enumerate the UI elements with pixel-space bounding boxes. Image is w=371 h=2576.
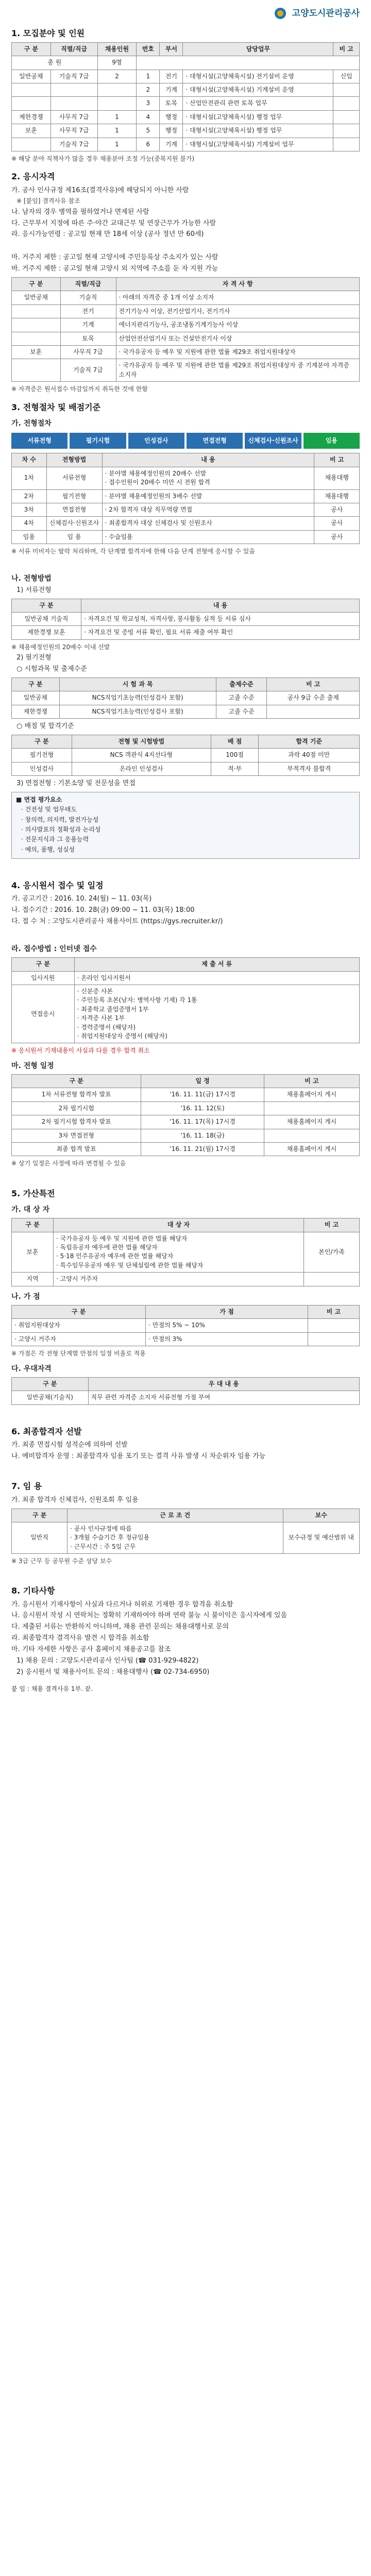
doc-screen-table bbox=[11, 599, 360, 640]
col-header: 보수 bbox=[283, 1509, 360, 1522]
sub-title: 라. 접수방법 : 인터넷 접수 bbox=[11, 944, 97, 953]
table-row: 3차 면접전형 · 2차 합격자 대상 직무역량 면접 공사 bbox=[12, 503, 360, 516]
col-header: 내 용 bbox=[81, 599, 360, 612]
table-row: 인성검사 온라인 인성검사 적·부 부적격자 불합격 bbox=[12, 762, 360, 775]
col-header: 전형방법 bbox=[46, 453, 102, 467]
schedule-line: 가. 공고기간 : 2016. 10. 24(월) ~ 11. 03(목) bbox=[11, 895, 152, 903]
col-header: 번호 bbox=[137, 42, 160, 56]
sub-title: 다. 우대자격 bbox=[11, 1364, 52, 1373]
table-row: 1차 서류전형 합격자 발표 '16. 11. 11(금) 17시경 채용홈페이지 게시 bbox=[12, 1088, 360, 1101]
col-header: 부서 bbox=[160, 42, 183, 56]
table-row: 필기전형 NCS 객관식 4지선다형 100점 과락 40점 미만 bbox=[12, 749, 360, 762]
footnote: ※ 해당 분야 직책자가 많을 경우 채용분야 조정 가능(중복지원 불가) bbox=[11, 155, 195, 162]
col-header: 출제수준 bbox=[216, 677, 267, 691]
exam-score-table bbox=[11, 735, 360, 776]
table-row: · 취업지원대상자 · 만점의 5% ~ 10% bbox=[12, 1319, 360, 1332]
table-row: 최종 합격 발표 '16. 11. 21(월) 17시경 채용홈페이지 게시 bbox=[12, 1143, 360, 1156]
text-line: 다. 제출된 서류는 반환하지 아니하며, 채용 관련 문의는 채용대행사로 문의 bbox=[11, 1623, 229, 1631]
col-header: 자 격 사 항 bbox=[116, 277, 360, 291]
table-row: 보훈 사무직 7급 1 5 행정 · 대형시설(고양체육시설) 행정 업무 bbox=[12, 124, 360, 138]
table-row: 제한경쟁 사무직 7급 1 4 행정 · 대형시설(고양체육시설) 행정 업무 bbox=[12, 110, 360, 124]
table-row: 1차 서류전형 · 분야별 채용예정인원의 20배수 선발 · 접수인원이 20배수 미만 시 전원 합격 채용대행 bbox=[12, 467, 360, 489]
section-title: 4. 응시원서 접수 및 일정 bbox=[11, 880, 104, 891]
schedule-table bbox=[11, 1074, 360, 1156]
flow-step: 면접전형 bbox=[187, 433, 243, 449]
sub-title: 나. 전형방법 bbox=[11, 574, 52, 583]
box-title: ■ 면접 평가요소 bbox=[16, 795, 62, 803]
list-item: · 예의, 품행, 성실성 bbox=[21, 845, 75, 853]
text-line: 마. 기타 자세한 사항은 공사 홈페이지 채용공고를 참조 bbox=[11, 1646, 171, 1654]
col-header: 구 분 bbox=[12, 735, 72, 748]
col-header: 구 분 bbox=[12, 277, 61, 291]
table-row: 일반공채 기술직 7급 2 1 전기 · 대형시설(고양체육시설) 전기설비 운영 신입 bbox=[12, 70, 360, 83]
sub-heading: 2) 필기전형 bbox=[16, 654, 52, 662]
sub-title: 가. 전형절차 bbox=[11, 419, 52, 428]
col-header: 직렬/직급 bbox=[60, 277, 116, 291]
table-row: 일반직 · 공사 인사규정에 따름 · 3개월 수습기간 후 정규임용 · 근무시간 : 주 5일 근무 보수규정 및 예산범위 내 bbox=[12, 1522, 360, 1553]
sub-heading: ○ 시험과목 및 출제수준 bbox=[16, 665, 87, 673]
section-title: 5. 가산특전 bbox=[11, 1188, 55, 1198]
col-header: 구 분 bbox=[12, 1218, 54, 1232]
col-header: 구 분 bbox=[12, 1075, 141, 1088]
footnote: ※ 자격증은 원서접수 마감일까지 취득한 것에 한함 bbox=[11, 385, 148, 393]
table-row: 기계 에너지관리기능사, 공조냉동기계기능사 이상 bbox=[12, 318, 360, 332]
table-row: 제한경쟁 NCS직업기초능력(인성검사 포함) 고졸 수준 bbox=[12, 705, 360, 718]
table-row: 입사지원 · 온라인 입사지원서 bbox=[12, 971, 360, 985]
qual-line: 마. 거주지 제한 : 공고일 현재 고양시에 주민등록상 주소지가 있는 사람 bbox=[11, 253, 218, 262]
list-item: · 의사발표의 정확성과 논리성 bbox=[21, 826, 101, 834]
footnote: ※ 가점은 각 전형 단계별 만점의 일정 비율로 적용 bbox=[11, 1350, 146, 1358]
table-row: 제한경쟁 보훈 · 자격요건 및 증빙 서류 확인, 필요 서류 제출 여부 확인 bbox=[12, 626, 360, 639]
exam-subject-table bbox=[11, 677, 360, 719]
table-row: 2 기계 · 대형시설(고양체육시설) 기계설비 운영 bbox=[12, 83, 360, 97]
sub-heading: 1) 서류전형 bbox=[16, 586, 52, 594]
docs-table bbox=[11, 957, 360, 1043]
schedule-line: 다. 접 수 처 : 고양도시관리공사 채용사이트 (https://gys.recruiter.kr/) bbox=[11, 918, 223, 926]
footnote: ※ 서류 미비자는 탈락 처리하며, 각 단계별 합격자에 한해 다음 단계 전형에 응시할 수 있음 bbox=[11, 548, 255, 555]
flow-step: 신체검사·신원조사 bbox=[245, 433, 301, 449]
col-header: 구 분 bbox=[12, 42, 51, 56]
list-item: · 전문지식과 그 응용능력 bbox=[21, 836, 89, 843]
qual-line: 가. 공사 인사규정 제16조(결격사유)에 해당되지 아니한 사람 bbox=[11, 186, 189, 194]
col-header: 전형 및 시험방법 bbox=[72, 735, 211, 748]
table-row: 2차 필기시험 '16. 11. 12(토) bbox=[12, 1101, 360, 1115]
col-header: 비 고 bbox=[314, 453, 360, 467]
sub-heading: 3) 면접전형 : 기본소양 및 전문성을 면접 bbox=[16, 779, 136, 788]
col-header: 비 고 bbox=[333, 42, 360, 56]
section-title: 7. 임 용 bbox=[11, 1481, 42, 1492]
table-row: 3 토목 · 산업안전관리 관련 토목 업무 bbox=[12, 97, 360, 110]
col-header: 비 고 bbox=[264, 1075, 359, 1088]
text-line: 나. 응시원서 작성 시 연락처는 정확히 기재하여야 하며 연락 불능 시 불이익은 응시자에게 있음 bbox=[11, 1612, 288, 1620]
table-row: 임용 임 용 · 수습임용 공사 bbox=[12, 530, 360, 544]
col-header: 구 분 bbox=[12, 1377, 89, 1391]
qual-line: 라. 응시가능연령 : 공고일 현재 만 18세 이상 (공사 정년 만 60세) bbox=[11, 230, 204, 239]
col-header: 대 상 자 bbox=[54, 1218, 304, 1232]
process-table bbox=[11, 453, 360, 544]
section-title: 8. 기타사항 bbox=[11, 1586, 55, 1596]
process-flow bbox=[11, 433, 360, 449]
col-header: 채용인원 bbox=[97, 42, 137, 56]
preference-table bbox=[11, 1377, 360, 1405]
col-header: 구 분 bbox=[12, 677, 60, 691]
col-header: 근 로 조 건 bbox=[68, 1509, 283, 1522]
col-header: 시 험 과 목 bbox=[59, 677, 216, 691]
schedule-line: 나. 접수기간 : 2016. 10. 28(금) 09:00 ~ 11. 03(목) 18:00 bbox=[11, 906, 195, 914]
list-item: · 건전성 및 업무태도 bbox=[21, 806, 77, 814]
section-title: 2. 응시자격 bbox=[11, 172, 55, 182]
interview-box bbox=[11, 792, 360, 859]
footnote: ※ 채용예정인원의 20배수 이내 선발 bbox=[11, 643, 110, 651]
text-line: 가. 최종 면접시험 성적순에 의하여 선발 bbox=[11, 1440, 128, 1449]
col-header: 차 수 bbox=[12, 453, 47, 467]
org-logo-mark bbox=[275, 8, 286, 19]
table-row: 4차 신체검사·신원조사 · 최종합격자 대상 신체검사 및 신원조사 공사 bbox=[12, 517, 360, 530]
table-row: 토목 산업안전산업기사 또는 건설안전기사 이상 bbox=[12, 332, 360, 345]
contact-line: 1) 채용 문의 : 고양도시관리공사 인사팀 (☎ 031-929-4822) bbox=[16, 1656, 199, 1665]
qual-line: 바. 거주지 제한 : 공고일 현재 고양시 외 지역에 주소를 둔 자 지원 가능 bbox=[11, 265, 218, 273]
col-header: 구 분 bbox=[12, 1305, 146, 1318]
table-row: 2차 필기전형 · 분야별 채용예정인원의 3배수 선발 채용대행 bbox=[12, 489, 360, 503]
sub-heading: ○ 배점 및 합격기준 bbox=[16, 722, 74, 731]
table-row: 2차 필기시험 합격자 발표 '16. 11. 17(목) 17시경 채용홈페이지 게시 bbox=[12, 1115, 360, 1129]
table-row: · 고양시 거주자 · 만점의 3% bbox=[12, 1332, 360, 1346]
qual-line: 다. 근무부서 지정에 따른 주·야간 교대근무 및 연장근무가 가능한 사람 bbox=[11, 219, 216, 227]
bonus-points-table bbox=[11, 1305, 360, 1346]
table-row: 보훈 사무직 7급 · 국가유공자 등 예우 및 지원에 관한 법률 제29조 취업지원대상자 bbox=[12, 345, 360, 359]
col-header: 비 고 bbox=[304, 1218, 360, 1232]
list-item: · 창의력, 의지력, 발전가능성 bbox=[21, 816, 99, 823]
table-row: 지역 · 고양시 거주자 bbox=[12, 1273, 360, 1286]
table-row: 3차 면접전형 '16. 11. 18(금) bbox=[12, 1129, 360, 1142]
table-row: 전기 전기기능사 이상, 전기산업기사, 전기기사 bbox=[12, 304, 360, 318]
org-name: 고양도시관리공사 bbox=[292, 8, 360, 19]
text-line: 가. 최종 합격자 신체검사, 신원조회 후 임용 bbox=[11, 1496, 139, 1504]
attachment-note: 붙 임 : 채용 결격사유 1부. 끝. bbox=[11, 1685, 93, 1692]
section-title: 3. 전형절차 및 배점기준 bbox=[11, 402, 101, 412]
table-row: 일반공채 NCS직업기초능력(인성검사 포함) 고졸 수준 공사 9급 수준 출제 bbox=[12, 691, 360, 705]
col-header: 비 고 bbox=[267, 677, 360, 691]
flow-step: 서류전형 bbox=[11, 433, 68, 449]
table-row: 기술직 7급 1 6 기계 · 대형시설(고양체육시설) 기계설비 업무 bbox=[12, 138, 360, 151]
org-logo bbox=[11, 7, 360, 20]
text-line: 나. 예비합격자 운영 : 최종합격자 임용 포기 또는 결격 사유 발생 시 차순위자 임용 가능 bbox=[11, 1452, 266, 1460]
section-title: 6. 최종합격자 선발 bbox=[11, 1426, 82, 1436]
qual-table bbox=[11, 277, 360, 382]
col-header: 내 용 bbox=[102, 453, 314, 467]
col-header: 담당업무 bbox=[183, 42, 333, 56]
bonus-target-table bbox=[11, 1218, 360, 1286]
sub-title: 가. 대 상 자 bbox=[11, 1206, 50, 1214]
table-row: 일반공채(기술직) 직무 관련 자격증 소지자 서류전형 가점 부여 bbox=[12, 1391, 360, 1404]
recruit-table bbox=[11, 42, 360, 151]
col-header: 구 분 bbox=[12, 599, 81, 612]
sub-title: 마. 전형 일정 bbox=[11, 1061, 54, 1070]
text-line: 라. 최종합격자 결격사유 발견 시 합격을 취소함 bbox=[11, 1634, 149, 1642]
footnote: ※ 응시원서 기재내용이 사실과 다를 경우 합격 취소 bbox=[11, 1047, 150, 1055]
sub-title: 나. 가 점 bbox=[11, 1292, 40, 1301]
col-header: 구 분 bbox=[12, 958, 75, 971]
flow-step: 인성검사 bbox=[128, 433, 184, 449]
col-header: 제 출 서 류 bbox=[74, 958, 360, 971]
footnote: ※ 3급 근무 등 공무원 수준 상당 보수 bbox=[11, 1557, 112, 1565]
table-row: 총 원 9명 bbox=[12, 56, 360, 70]
qual-line: 나. 남자의 경우 병역을 필하였거나 면제된 사람 bbox=[11, 208, 149, 216]
qual-line: ※ [붙임] 결격사유 참조 bbox=[16, 197, 80, 205]
col-header: 구 분 bbox=[12, 1509, 68, 1522]
employment-table bbox=[11, 1509, 360, 1554]
col-header: 가 점 bbox=[146, 1305, 308, 1318]
section-title: 1. 모집분야 및 인원 bbox=[11, 28, 85, 38]
contact-line: 2) 응시원서 및 채용사이트 문의 : 채용대행사 (☎ 02-734-6950) bbox=[16, 1668, 210, 1676]
table-row: 면접응시 · 신분증 사본 · 주민등록 초본(남자: 병역사항 기재) 각 1통 · 최종학교 졸업증명서 1부 · 자격증 사본 1부 · 경력증명서 (해당자) · 취업지원대상자 증명서 (해당자) bbox=[12, 985, 360, 1043]
footnote: ※ 상기 일정은 사정에 따라 변경될 수 있음 bbox=[11, 1160, 126, 1167]
col-header: 일 정 bbox=[141, 1075, 264, 1088]
flow-step: 필기시험 bbox=[70, 433, 126, 449]
col-header: 비 고 bbox=[308, 1305, 359, 1318]
table-row: 일반공채 기술직 · 아래의 자격증 중 1개 이상 소지자 bbox=[12, 291, 360, 304]
flow-step: 임용 bbox=[303, 433, 360, 449]
col-header: 합격 기준 bbox=[259, 735, 360, 748]
text-line: 가. 응시원서 기재사항이 사실과 다르거나 허위로 기재한 경우 합격을 취소함 bbox=[11, 1600, 233, 1608]
table-row: 일반공채 기술직 · 자격요건 및 학교성적, 자격사항, 봉사활동 실적 등 서류 심사 bbox=[12, 613, 360, 626]
col-header: 우 대 내 용 bbox=[88, 1377, 360, 1391]
table-row: 보훈 · 국가유공자 등 예우 및 지원에 관한 법률 해당자 · 독립유공자 예우에 관한 법률 해당자 · 5·18 민주유공자 예우에 관한 법률 해당자 · 특수임무유공자 예우 및 단체설립에 관한 법률 해당자 본인/가족 bbox=[12, 1232, 360, 1273]
table-row: 기술직 7급 · 국가유공자 등 예우 및 지원에 관한 법률 제29조 취업지원대상자 중 기계분야 자격증 소지자 bbox=[12, 359, 360, 382]
col-header: 직렬/직급 bbox=[50, 42, 97, 56]
col-header: 배 점 bbox=[211, 735, 259, 748]
